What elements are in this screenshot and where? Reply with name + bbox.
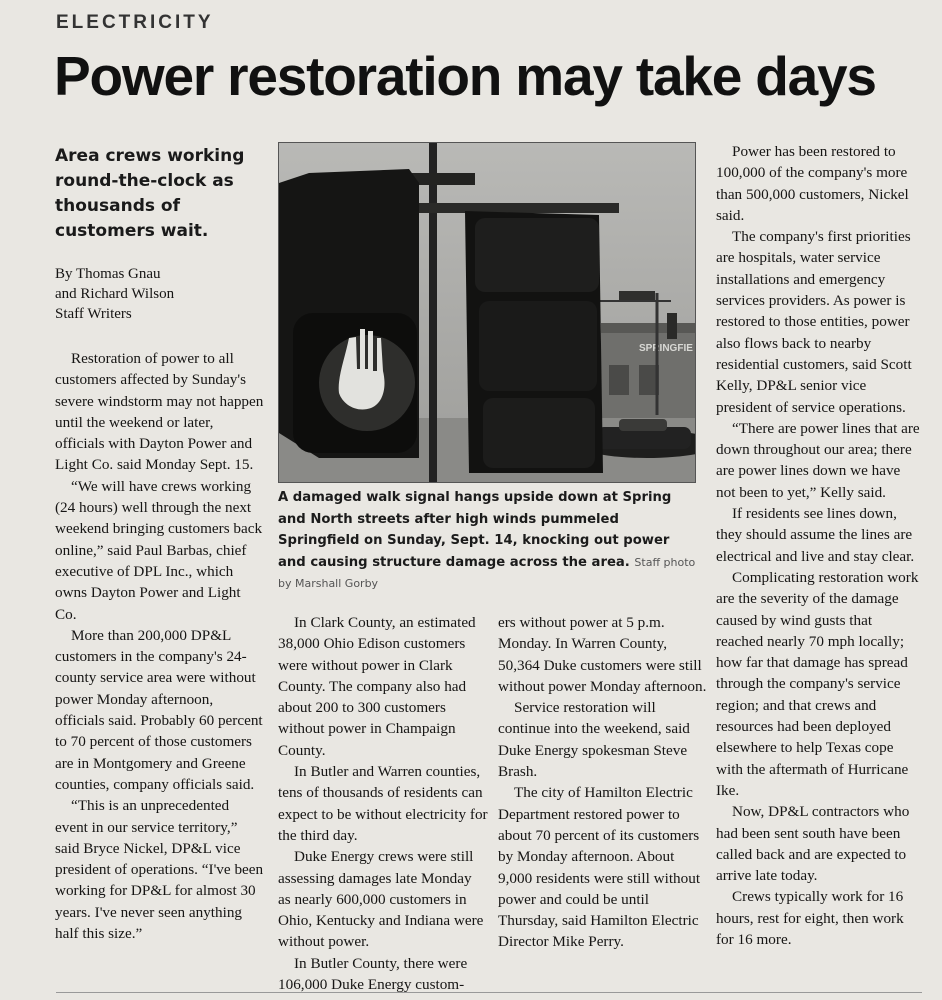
paragraph: Restoration of power to all customers affected by Sunday's severe windstorm may not happen until the weekend or later, officials with Dayton Power and Light Co. said Monday Sept. 15. (55, 350, 264, 474)
news-photo (278, 142, 696, 483)
byline-names-second: and Richard Wilson (55, 286, 175, 302)
paragraph: The company's first priorities are hospitals, water service installations and emergency services providers. As power is restored to those entities, power also flows back to nearby residential customers, said Scott Kelly, DP&L senior vice president of service operations. (716, 228, 912, 416)
margin-stamp (8, 270, 38, 302)
paragraph: Duke Energy crews were still assessing damages late Monday as nearly 600,000 customers in Ohio, Kentucky and Indiana were without power. (278, 848, 484, 951)
article-column-4 (716, 141, 920, 950)
paragraph: If residents see lines down, they should assume the lines are electrical and live and stay clear. (716, 505, 915, 565)
headline: Power restoration may take days (54, 45, 876, 107)
section-label: ELECTRICITY (56, 12, 214, 33)
paragraph-continued: ers without power at 5 p.m. Monday. In Warren County, 50,364 Duke customers were still without power Monday afternoon. (498, 614, 707, 695)
paragraph: “There are power lines that are down throughout our area; there are power lines down we have not been to yet,” Kelly said. (716, 419, 920, 501)
byline (55, 264, 255, 324)
paragraph: Power has been restored to 100,000 of the company's more than 500,000 customers, Nickel said. (716, 143, 909, 224)
paragraph: In Butler and Warren counties, tens of thousands of residents can expect to be without electricity for the third day. (278, 763, 488, 844)
paragraph: Now, DP&L contractors who had been sent south have been called back and are expected to arrive late today. (716, 803, 910, 885)
paragraph: “This is an unprecedented event in our service territory,” said Bryce Nickel, DP&L vice president of operations. “I've been working for DP&L for almost 30 years. I've never seen anything half this size.” (55, 797, 264, 943)
bottom-divider (56, 992, 922, 993)
paragraph: Crews typically work for 16 hours, rest for eight, then work for 16 more. (716, 888, 904, 948)
paragraph: Complicating restoration work are the severity of the damage caused by wind gusts that reached nearly 70 mph locally; how far that damage has spread through the company's service region; and that crews and resources had been deployed elsewhere to help Texas cope with the aftermath of Hurricane Ike. (716, 568, 919, 799)
caption-text: A damaged walk signal hangs upside down at Spring and North streets after high winds pummeled Springfield on Sunday, Sept. 14, knocking out power and causing structure damage across the area. (278, 490, 672, 570)
paragraph: In Butler County, there were 106,000 Duke Energy custom- (278, 954, 468, 994)
paragraph: In Clark County, an estimated 38,000 Ohio Edison customers were without power in Clark County. The company also had about 200 to 300 customers without power in Champaign County. (278, 614, 476, 759)
article-column-2 (278, 612, 488, 995)
photo-caption (278, 487, 698, 595)
paragraph: The city of Hamilton Electric Department restored power to about 70 percent of its customers by Monday afternoon. About 9,000 residents were still without power and could be until Thursday, said Hamilton Electric Director Mike Perry. (498, 784, 701, 951)
walk-signal-photo-illustration (279, 143, 695, 482)
article-column-1 (55, 348, 265, 944)
article-column-3 (498, 612, 708, 953)
signal-pole (429, 143, 437, 482)
byline-names: By Thomas Gnau (55, 266, 161, 282)
paragraph: More than 200,000 DP&L customers in the company's 24-county service area were without power Monday afternoon, officials said. Probably 60 percent to 70 percent of those customers are in Montgomery and Greene counties, company officials said. (55, 626, 263, 793)
deck-subheadline: Area crews working round-the-clock as thousands of customers wait. (55, 146, 245, 241)
photo-credit: Staff photo by Marshall Gorby (278, 555, 696, 590)
byline-role: Staff Writers (55, 306, 132, 322)
paragraph: “We will have crews working (24 hours) well through the next weekend bringing customers back online,” said Paul Barbas, chief executive of DPL Inc., which owns Dayton Power and Light Co. (55, 477, 263, 623)
building-sign: SPRINGFIE (639, 343, 693, 354)
paragraph: Service restoration will continue into the weekend, said Duke Energy spokesman Steve Brash. (498, 699, 690, 781)
